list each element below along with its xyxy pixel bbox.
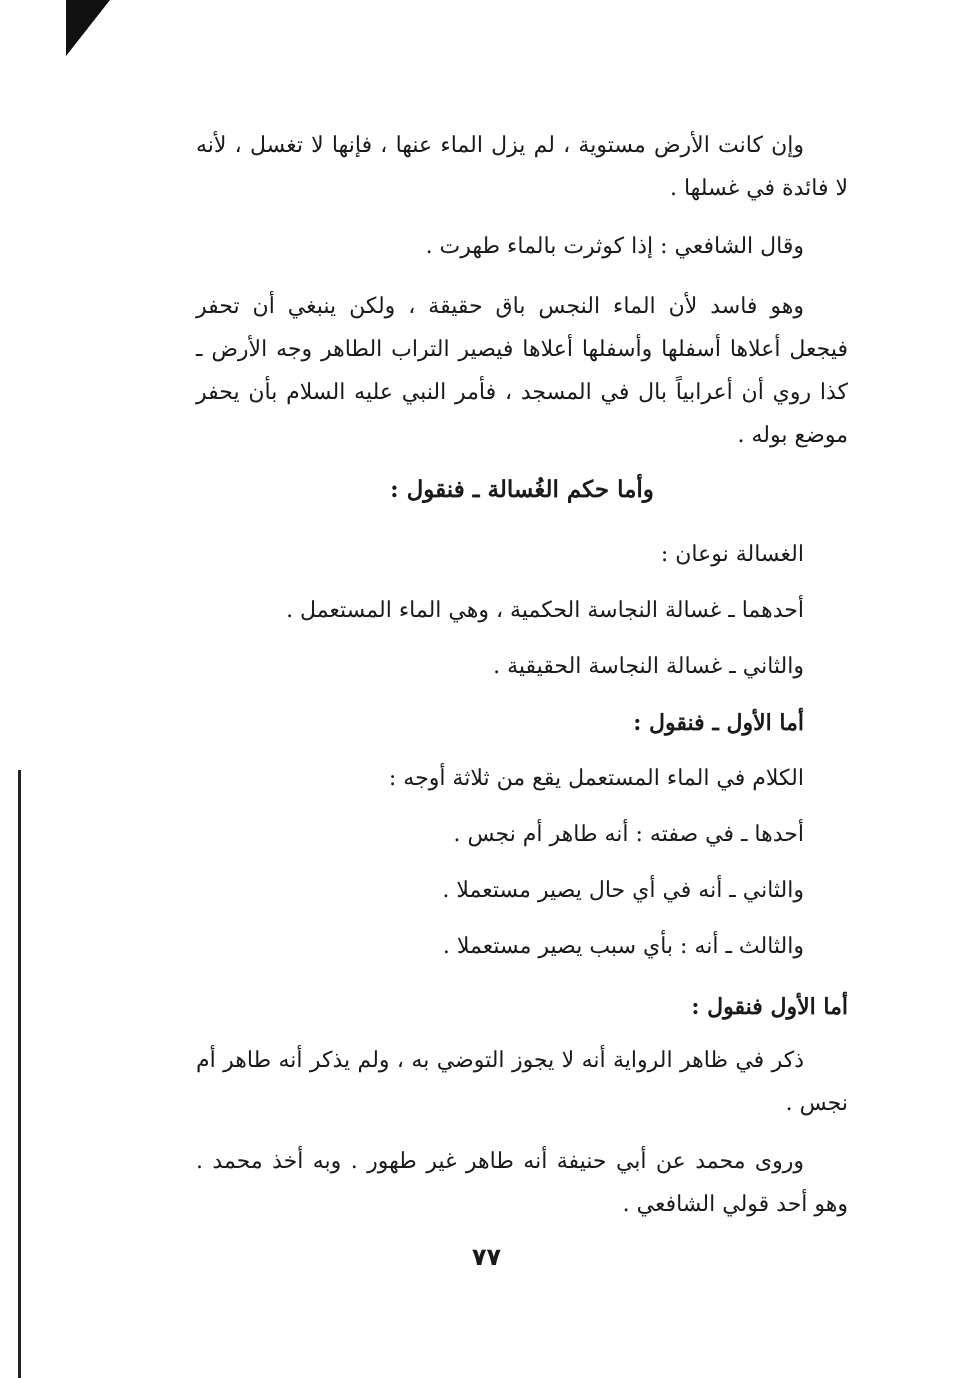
subheading-first-aspect: أما الأول فنقول : [691, 994, 848, 1020]
list-line: أحدها ـ في صفته : أنه طاهر أم نجس . [453, 822, 804, 847]
list-line: الكلام في الماء المستعمل يقع من ثلاثة أوجه : [388, 766, 804, 791]
list-line: الغسالة نوعان : [660, 542, 804, 567]
paragraph-5: وروى محمد عن أبي حنيفة أنه طاهر غير طهور . وبه أخذ محمد . وهو أحد قولي الشافعي . [196, 1149, 848, 1217]
list-line: والثاني ـ غسالة النجاسة الحقيقية . [493, 654, 804, 679]
page-number: ٧٧ [471, 1243, 502, 1271]
paragraph-1: وإن كانت الأرض مستوية ، لم يزل الماء عنها ، فإنها لا تغسل ، لأنه لا فائدة في غسلها . [196, 133, 848, 201]
paragraph-2: وقال الشافعي : إذا كوثرت بالماء طهرت . [425, 234, 804, 259]
list-line: والثاني ـ أنه في أي حال يصير مستعملا . [442, 878, 804, 903]
list-line: والثالث ـ أنه : بأي سبب يصير مستعملا . [442, 934, 804, 959]
subheading-first: أما الأول ـ فنقول : [633, 710, 804, 736]
list-line: أحدهما ـ غسالة النجاسة الحكمية ، وهي الماء المستعمل . [286, 598, 804, 623]
paragraph-3: وهو فاسد لأن الماء النجس باق حقيقة ، ولكن ينبغي أن تحفر فيجعل أعلاها أسفلها وأسفلها أعلاها فيصير التراب الطاهر وجه الأرض ـ كذا روي أن أعرابياً بال في المسجد ، فأمر النبي عليه السلام بأن يحفر موضع بوله . [196, 294, 848, 448]
binding-rule [18, 770, 21, 1378]
section-heading: وأما حكم الغُسالة ـ فنقول : [390, 476, 654, 503]
corner-mark [66, 0, 110, 56]
page-body [196, 124, 848, 1226]
paragraph-4: ذكر في ظاهر الرواية أنه لا يجوز التوضي به ، ولم يذكر أنه طاهر أم نجس . [196, 1048, 848, 1116]
